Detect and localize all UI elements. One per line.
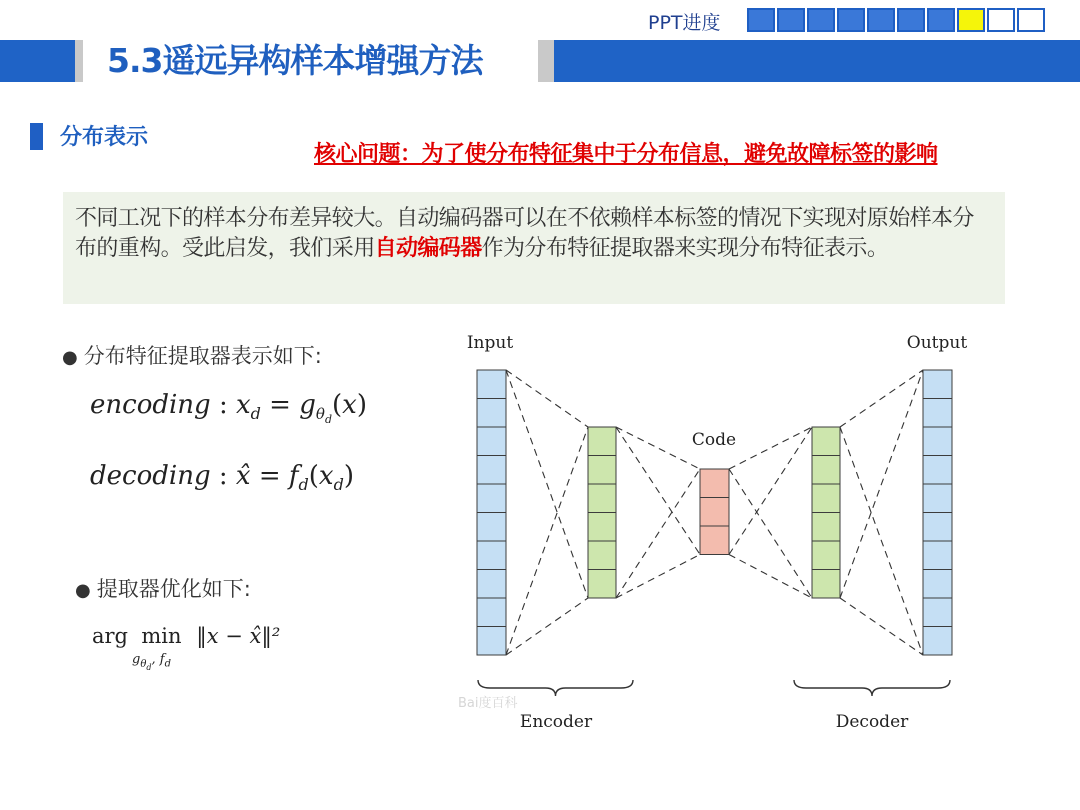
progress-box [807,8,835,32]
dashed-connection [616,427,700,555]
encoder-hidden-layer [588,427,616,598]
layer-unit [588,513,616,542]
dashed-connection [616,555,700,599]
layer-unit [477,541,506,570]
layer-unit [477,399,506,428]
layers [477,370,952,655]
code-label: Code [691,430,737,450]
dashed-connection [616,427,700,469]
decoder-hidden-layer [812,427,840,598]
layer-unit [588,456,616,485]
layer-unit [812,541,840,570]
section-title: 分布表示 [60,125,149,150]
progress-box [1017,8,1045,32]
layer-unit [923,370,952,399]
autoencoder-diagram [440,325,1000,745]
progress-box [927,8,955,32]
dashed-connection [729,469,812,598]
progress-box [987,8,1015,32]
dashed-connection [729,427,812,555]
progress-indicator [747,8,1045,32]
layer-unit [923,399,952,428]
layer-unit [812,513,840,542]
layer-unit [477,370,506,399]
layer-unit [477,598,506,627]
progress-label: PPT进度 [648,12,721,34]
layer-unit [477,484,506,513]
dashed-connection [506,370,588,427]
braces [478,680,950,696]
bullet-extractor [62,340,322,370]
layer-unit [588,427,616,456]
layer-unit [477,513,506,542]
title-plate-left-edge [75,40,83,82]
layer-unit [812,427,840,456]
title-plate-right-edge [538,40,554,82]
decoding-label: decoding [90,461,211,491]
layer-unit [812,484,840,513]
progress-box [897,8,925,32]
encoding-formula: encoding : $x_d = g_{\theta_d}(x)$ [90,390,367,427]
dashed-connection [506,427,588,655]
layer-unit [923,456,952,485]
layer-unit [477,570,506,599]
dashed-connection [840,427,923,655]
bullet-dot-icon: ● [62,347,78,368]
layer-unit [923,570,952,599]
decoder-label: Decoder [835,712,909,732]
progress-box [747,8,775,32]
watermark: Bai度百科 [458,696,518,711]
dashed-connection [616,469,700,598]
dashed-connection [506,598,588,655]
description-text: 不同工况下的样本分布差异较大。自动编码器可以在不依赖样本标签的情况下实现对原始样本分布的重构。受此启发，我们采用 [75,206,974,261]
layer-unit [923,627,952,656]
description-text-end: 作为分布特征提取器来实现分布特征表示。 [481,236,889,261]
layer-unit [812,570,840,599]
dashed-connection [729,427,812,469]
layer-unit [588,541,616,570]
layer-unit [812,456,840,485]
code-layer [700,469,729,555]
layer-unit [477,627,506,656]
bullet-optimization [75,573,251,603]
layer-unit [923,513,952,542]
bullet-extractor-text: 分布特征提取器表示如下: [83,344,322,368]
dashed-connection [840,370,923,427]
encoding-label: encoding [90,390,211,420]
layer-unit [923,541,952,570]
progress-box [837,8,865,32]
progress-box [777,8,805,32]
layer-unit [588,570,616,599]
decoding-formula: decoding : x̂ = $f_d(x_d)$ [90,461,354,495]
slide-title: 5.3遥远异构样本增强方法 [107,41,483,80]
layer-unit [477,456,506,485]
output-layer [923,370,952,655]
layer-unit [477,427,506,456]
dashed-connection [840,598,923,655]
bullet-optimization-text: 提取器优化如下: [96,577,251,601]
argmin-body: ‖x − x̂‖² [196,624,281,648]
layer-unit [923,484,952,513]
layer-unit [700,469,729,498]
output-label: Output [906,333,968,353]
description-highlight: 自动编码器 [374,236,482,261]
input-layer [477,370,506,655]
dashed-connection [840,370,923,598]
argmin-subscript: $g_{\theta_d}$, $f_d$ [132,652,171,672]
argmin-formula [92,624,281,672]
input-label: Input [466,333,514,353]
dashed-connection [506,370,588,598]
dashed-connection [729,555,812,599]
argmin-operator: arg min [92,624,182,648]
layer-unit [923,427,952,456]
brace [794,680,950,696]
layer-unit [700,526,729,555]
description-box [63,192,1005,304]
bullet-dot-icon: ● [75,580,91,601]
layer-unit [588,484,616,513]
core-question: 核心问题：为了使分布特征集中于分布信息，避免故障标签的影响 [314,142,938,167]
encoder-label: Encoder [519,712,593,732]
section-marker [30,123,43,150]
progress-box [957,8,985,32]
layer-unit [700,498,729,527]
progress-box [867,8,895,32]
layer-unit [923,598,952,627]
